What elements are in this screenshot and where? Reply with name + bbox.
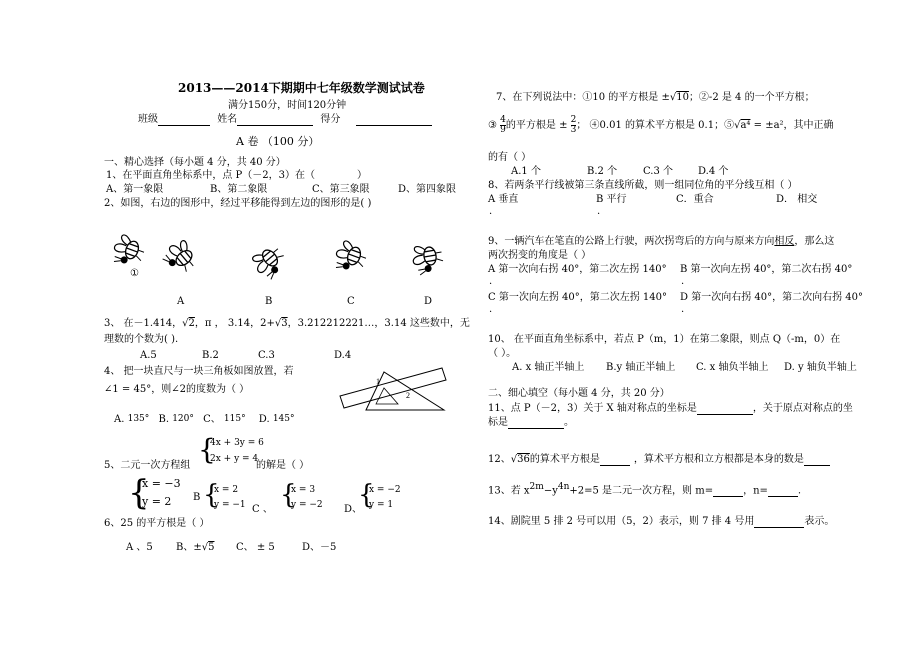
q5-option-b-brace: { [203,480,220,510]
q7-line3: 的有（ ） [488,152,532,163]
q10-option-b[interactable]: B.y 轴正半轴上 [606,362,676,373]
q13-part-b: −y [543,485,558,497]
q13-exp-2m: 2m [529,482,544,492]
q1-stem-b: ） [357,170,367,181]
sqrt5: √5 [201,542,215,553]
q4-a-value: 135° [127,414,150,424]
q3-line2: 理数的个数为( ). [104,334,179,345]
q5-eq1: 4x + 3y = 6 [210,438,264,448]
section-a-heading: A 卷 （100 分） [236,135,320,148]
q5-option-d-brace: { [358,480,375,510]
q4-line1: 4、 把一块直尺与一块三角板如图放置，若 [104,366,294,377]
q13-blank-m[interactable] [713,496,743,497]
part1-header: 一、精心选择（每小题 4 分，共 40 分） [104,157,286,168]
q4-b-value: 120° [172,414,194,424]
q2-label-b[interactable]: B [265,296,273,307]
q9-option-c[interactable]: C 第一次向左拐 40°，第二次左拐 140° [488,292,667,303]
q5-option-a-y[interactable]: y = 2 [142,495,172,508]
q4-d-label[interactable]: D. [258,414,270,425]
q8-option-c[interactable]: C．重合 [676,194,714,205]
q10-line2: （ ）。 [488,348,517,359]
q13-part-a: 13、若 x [488,485,530,497]
q11-part-a: 11、点 P（－2，3）关于 X 轴对称点的坐标是 [488,403,697,414]
q5-option-a-x[interactable]: x = −3 [142,477,181,490]
q7-part-b: ；②-2 是 4 的一个平方根； [688,92,815,103]
fig-angle-1: 1 [376,377,380,386]
q8-option-a[interactable]: A 垂直 [488,194,519,205]
q7-part-a: 7、在下列说法中：①10 的平方根是 ± [496,92,670,103]
q13-exp-4n: 4n [557,482,570,492]
q11-part-c: 标是 [488,417,508,428]
q1-stem [106,170,367,182]
q7-option-c[interactable]: C.3 个 [643,166,674,177]
student-info-line [138,114,432,126]
q1-option-a[interactable]: A、第一象限 [106,184,164,195]
bee-option-d [411,243,445,276]
q9-option-b[interactable]: B 第一次向左拐 40°，第二次右拐 40° [680,264,853,275]
q14-blank[interactable] [754,527,804,528]
q8-dot-a: . [489,206,493,217]
q12-line [488,454,830,466]
fig-angle-2: 2 [406,391,410,400]
q1-option-d[interactable]: D、第四象限 [398,184,457,195]
q7-part-c2: 的平方根是 ± [505,120,568,131]
q5-option-b-y[interactable]: y = −1 [214,500,246,510]
q10-line1: 10、 在平面直角坐标系中，若点 P（m，1）在第二象限，则点 Q（-m，0）在 [488,334,841,345]
q6-option-d[interactable]: D、－5 [302,542,337,553]
q4-ruler-triangle-figure [338,366,448,406]
q4-d-value: 145° [272,414,295,424]
q8-option-b[interactable]: B 平行 [596,194,627,205]
bee-original [110,233,147,270]
sqrt2: √2 [182,318,195,329]
exam-subtitle: 满分150分，时间120分钟 [228,100,347,111]
q9-option-d[interactable]: D 第一次向右拐 40°，第二次向右拐 40° [680,292,864,303]
q12-part-b: 的算术平方根是 [529,454,600,465]
frac-4-9: $\frac{4}{9}$ [500,115,506,135]
q5-option-c-x[interactable]: x = 3 [291,485,316,495]
q9-part-a: 9、一辆汽车在笔直的公路上行驶，两次拐弯后的方向与原来方向 [488,236,775,247]
q3-option-b[interactable]: B.2 [202,350,219,361]
q14-part-a: 14、剧院里 5 排 2 号可以用（5，2）表示，则 7 排 4 号用 [488,516,755,527]
q11-line2 [488,417,574,429]
q7-option-a[interactable]: A.1 个 [511,166,541,177]
q2-label-a[interactable]: A [177,296,185,307]
part2-header: 二、细心填空（每小题 4 分，共 20 分） [488,388,670,399]
bee-option-a [160,237,201,278]
q2-label-d[interactable]: D [424,296,433,307]
bee-option-c [332,239,369,276]
q9-part-b: ，那么这 [794,236,835,247]
sqrt3: √3 [274,318,288,329]
q7-line1 [496,92,815,104]
q13-part-e: . [797,485,802,497]
q2-bee-figures [110,226,470,282]
q7-part-e: ，其中正确 [783,120,834,131]
q5-option-b-label[interactable]: B [193,492,201,503]
score-label: 得分 [320,114,341,125]
q6-option-b[interactable] [176,542,214,554]
q7-option-b[interactable]: B.2 个 [587,166,618,177]
score-blank[interactable] [356,125,432,126]
q9-dot-a: . [489,276,493,287]
q10-option-d[interactable]: D. y 轴负半轴上 [784,362,857,373]
name-label: 姓名 [217,114,238,125]
q5-stem-a: 5、二元一次方程组 [104,460,191,471]
q2-label-c[interactable]: C [347,296,355,307]
q11-part-d: 。 [564,417,574,428]
sqrt36: √36 [510,454,530,465]
q5-eq2: 2x + y = 4 [210,454,259,464]
q1-stem-a: 1、在平面直角坐标系中，点 P（－2，3）在（ [106,170,315,181]
q12-blank-2[interactable] [804,465,830,466]
q6-option-a[interactable]: A 、5 [126,542,153,553]
q4-options [114,414,295,426]
q12-part-c: ，算术平方根和立方根都是本身的数是 [633,454,804,465]
q5-stem-b: 的解是（ ） [256,460,310,471]
q10-option-c[interactable]: C. x 轴负半轴上 [696,362,769,373]
q3-stem [104,318,470,330]
q8-option-d[interactable]: D． 相交 [776,194,818,205]
q13-blank-n[interactable] [768,496,798,497]
q13-part-c: +2=5 是二元一次方程，则 m= [569,485,714,497]
q5-option-d-label[interactable]: D、 [344,504,363,515]
q2-circle-label: ① [130,268,139,279]
q9-underline-word: 相反 [774,236,795,247]
q3-option-d[interactable]: D.4 [334,350,352,361]
q5-option-c-brace: { [280,480,297,510]
q3-part-a: 3、 在－1.414， [104,318,183,329]
q14-part-b: 表示。 [804,516,835,527]
q5-option-d-y[interactable]: y = 1 [369,500,394,510]
q3-option-a[interactable]: A.5 [140,350,157,361]
q6-option-c[interactable]: C、 ± 5 [236,542,275,553]
frac-2-3: $\frac{2}{3}$ [570,115,577,135]
q13-line [488,482,801,497]
q6-option-b-text: B、± [176,542,202,553]
q9-option-a[interactable]: A 第一次向右拐 40°，第二次左拐 140° [488,264,667,275]
q5-option-b-x[interactable]: x = 2 [214,485,239,495]
q11-blank-1[interactable] [697,414,753,415]
sqrt10: √10 [669,92,689,103]
q5-option-c-y[interactable]: y = −2 [291,500,323,510]
q10-option-a[interactable]: A. x 轴正半轴上 [512,362,585,373]
q9-line2: 两次拐变的角度是（ ） [488,250,592,261]
q14-line [488,516,834,528]
q4-a-label[interactable]: A. [114,414,125,425]
q3-option-c[interactable]: C.3 [258,350,275,361]
q7-circle3: ③ [488,120,497,131]
q1-option-c[interactable]: C、第三象限 [312,184,370,195]
q12-part-a: 12、 [488,454,511,465]
q4-b-label[interactable]: B. [158,414,169,425]
q2-stem: 2、如图，右边的图形中，经过平移能得到左边的图形的是( ) [104,198,372,209]
q8-dot-b: . [597,206,601,217]
q1-option-b[interactable]: B、第二象限 [210,184,268,195]
q7-option-d[interactable]: D.4 个 [698,166,729,177]
q5-option-c-label[interactable]: C 、 [252,504,273,515]
q3-part-b: ，π ， 3.14，2+ [194,318,275,329]
sqrt-a4-expression: √a⁴ = ±a² [734,120,784,131]
q9-dot-b: . [681,276,685,287]
class-label: 班级 [138,114,158,125]
q5-system-brace: { [198,433,216,466]
q7-line2 [488,116,834,135]
q11-line1 [488,403,853,415]
q13-part-d: ，n= [743,485,768,497]
q5-option-d-x[interactable]: x = −2 [369,485,401,495]
q9-line1 [488,236,834,248]
exam-title: 2013——2014下期期中七年级数学测试试卷 [178,81,425,95]
q12-blank-1[interactable] [600,465,630,466]
q4-c-value: 115° [223,414,246,424]
q9-dot-d: . [681,304,685,315]
q7-part-d: ； ④0.01 的算术平方根是 0.1；⑤ [576,120,735,131]
q11-blank-2[interactable] [508,428,564,429]
q8-stem: 8、若两条平行线被第三条直线所截，则一组同位角的平分线互相（ ） [488,180,798,191]
q11-part-b: ，关于原点对称点的坐 [752,403,853,414]
q3-part-c: ，3.212212221…，3.14 这些数中，无 [287,318,470,329]
q4-c-label[interactable]: C、 [203,414,221,425]
q9-dot-c: . [489,304,493,315]
name-blank[interactable] [237,125,313,126]
q6-stem: 6、25 的平方根是（ ） [104,518,210,529]
class-blank[interactable] [158,125,210,126]
q5-option-a-brace: { [128,473,150,513]
bee-option-b [249,241,290,282]
q4-line2: ∠1 = 45°，则∠2的度数为（ ） [104,384,250,395]
